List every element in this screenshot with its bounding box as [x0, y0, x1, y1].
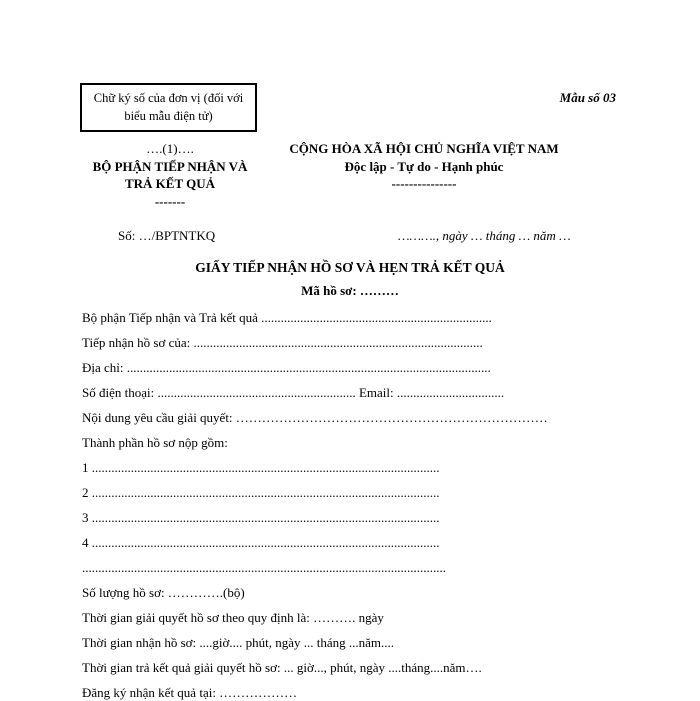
- field-result-return-time: Thời gian trả kết quả giải quyết hồ sơ: ... giờ..., phút, ngày ....tháng....năm….: [82, 660, 482, 675]
- file-code: Mã hồ sơ: ………: [301, 283, 399, 298]
- field-request-content: Nội dung yêu cầu giải quyết: ………………………………………………………………: [82, 410, 548, 425]
- document-item-3: 3 ...........................................................................................................: [82, 510, 440, 525]
- document-item-2: 2 ...........................................................................................................: [82, 485, 440, 500]
- field-address: Địa chỉ: ................................................................................................................: [82, 360, 491, 375]
- unit-placeholder: ….(1)….: [146, 141, 194, 156]
- signature-box-line1: Chữ ký số của đơn vị (đối với: [93, 91, 244, 105]
- field-received-time: Thời gian nhận hồ sơ: ....giờ.... phút, ngày ... tháng ...năm....: [82, 635, 395, 650]
- right-header-separator: ---------------: [391, 176, 457, 191]
- department-name-line1: BỘ PHẬN TIẾP NHẬN VÀ: [92, 159, 248, 174]
- left-header-separator: -------: [154, 194, 186, 209]
- department-name-line2: TRẢ KẾT QUẢ: [124, 176, 216, 191]
- field-processing-time: Thời gian giải quyết hồ sơ theo quy định là: ………. ngày: [82, 610, 384, 625]
- field-file-quantity: Số lượng hồ sơ: ………….(bộ): [82, 585, 245, 600]
- document-item-more: ................................................................................................................: [82, 560, 446, 575]
- field-received-from: Tiếp nhận hồ sơ của: .........................................................................................: [82, 335, 483, 350]
- field-result-pickup-location: Đăng ký nhận kết quả tại: ………………: [82, 685, 298, 700]
- field-receiving-department: Bộ phận Tiếp nhận và Trả kết quả .......................................................................: [82, 310, 492, 325]
- document-item-1: 1 ...........................................................................................................: [82, 460, 440, 475]
- place-date-line: ………., ngày … tháng … năm …: [398, 228, 571, 243]
- document-item-4: 4 ...........................................................................................................: [82, 535, 440, 550]
- national-motto: Độc lập - Tự do - Hạnh phúc: [344, 159, 504, 174]
- field-phone-email: Số điện thoại: ............................................................. Email: .................................: [82, 385, 505, 400]
- digital-signature-box: [80, 83, 257, 132]
- nation-title: CỘNG HÒA XÃ HỘI CHỦ NGHĨA VIỆT NAM: [289, 141, 559, 156]
- document-title: GIẤY TIẾP NHẬN HỒ SƠ VÀ HẸN TRẢ KẾT QUẢ: [195, 260, 505, 275]
- document-number: Số: …/BPTNTKQ: [118, 228, 216, 243]
- field-submitted-documents: Thành phần hồ sơ nộp gồm:: [82, 435, 228, 450]
- form-number: Mẫu số 03: [559, 90, 616, 105]
- signature-box-line2: biểu mẫu điện tử): [124, 109, 213, 123]
